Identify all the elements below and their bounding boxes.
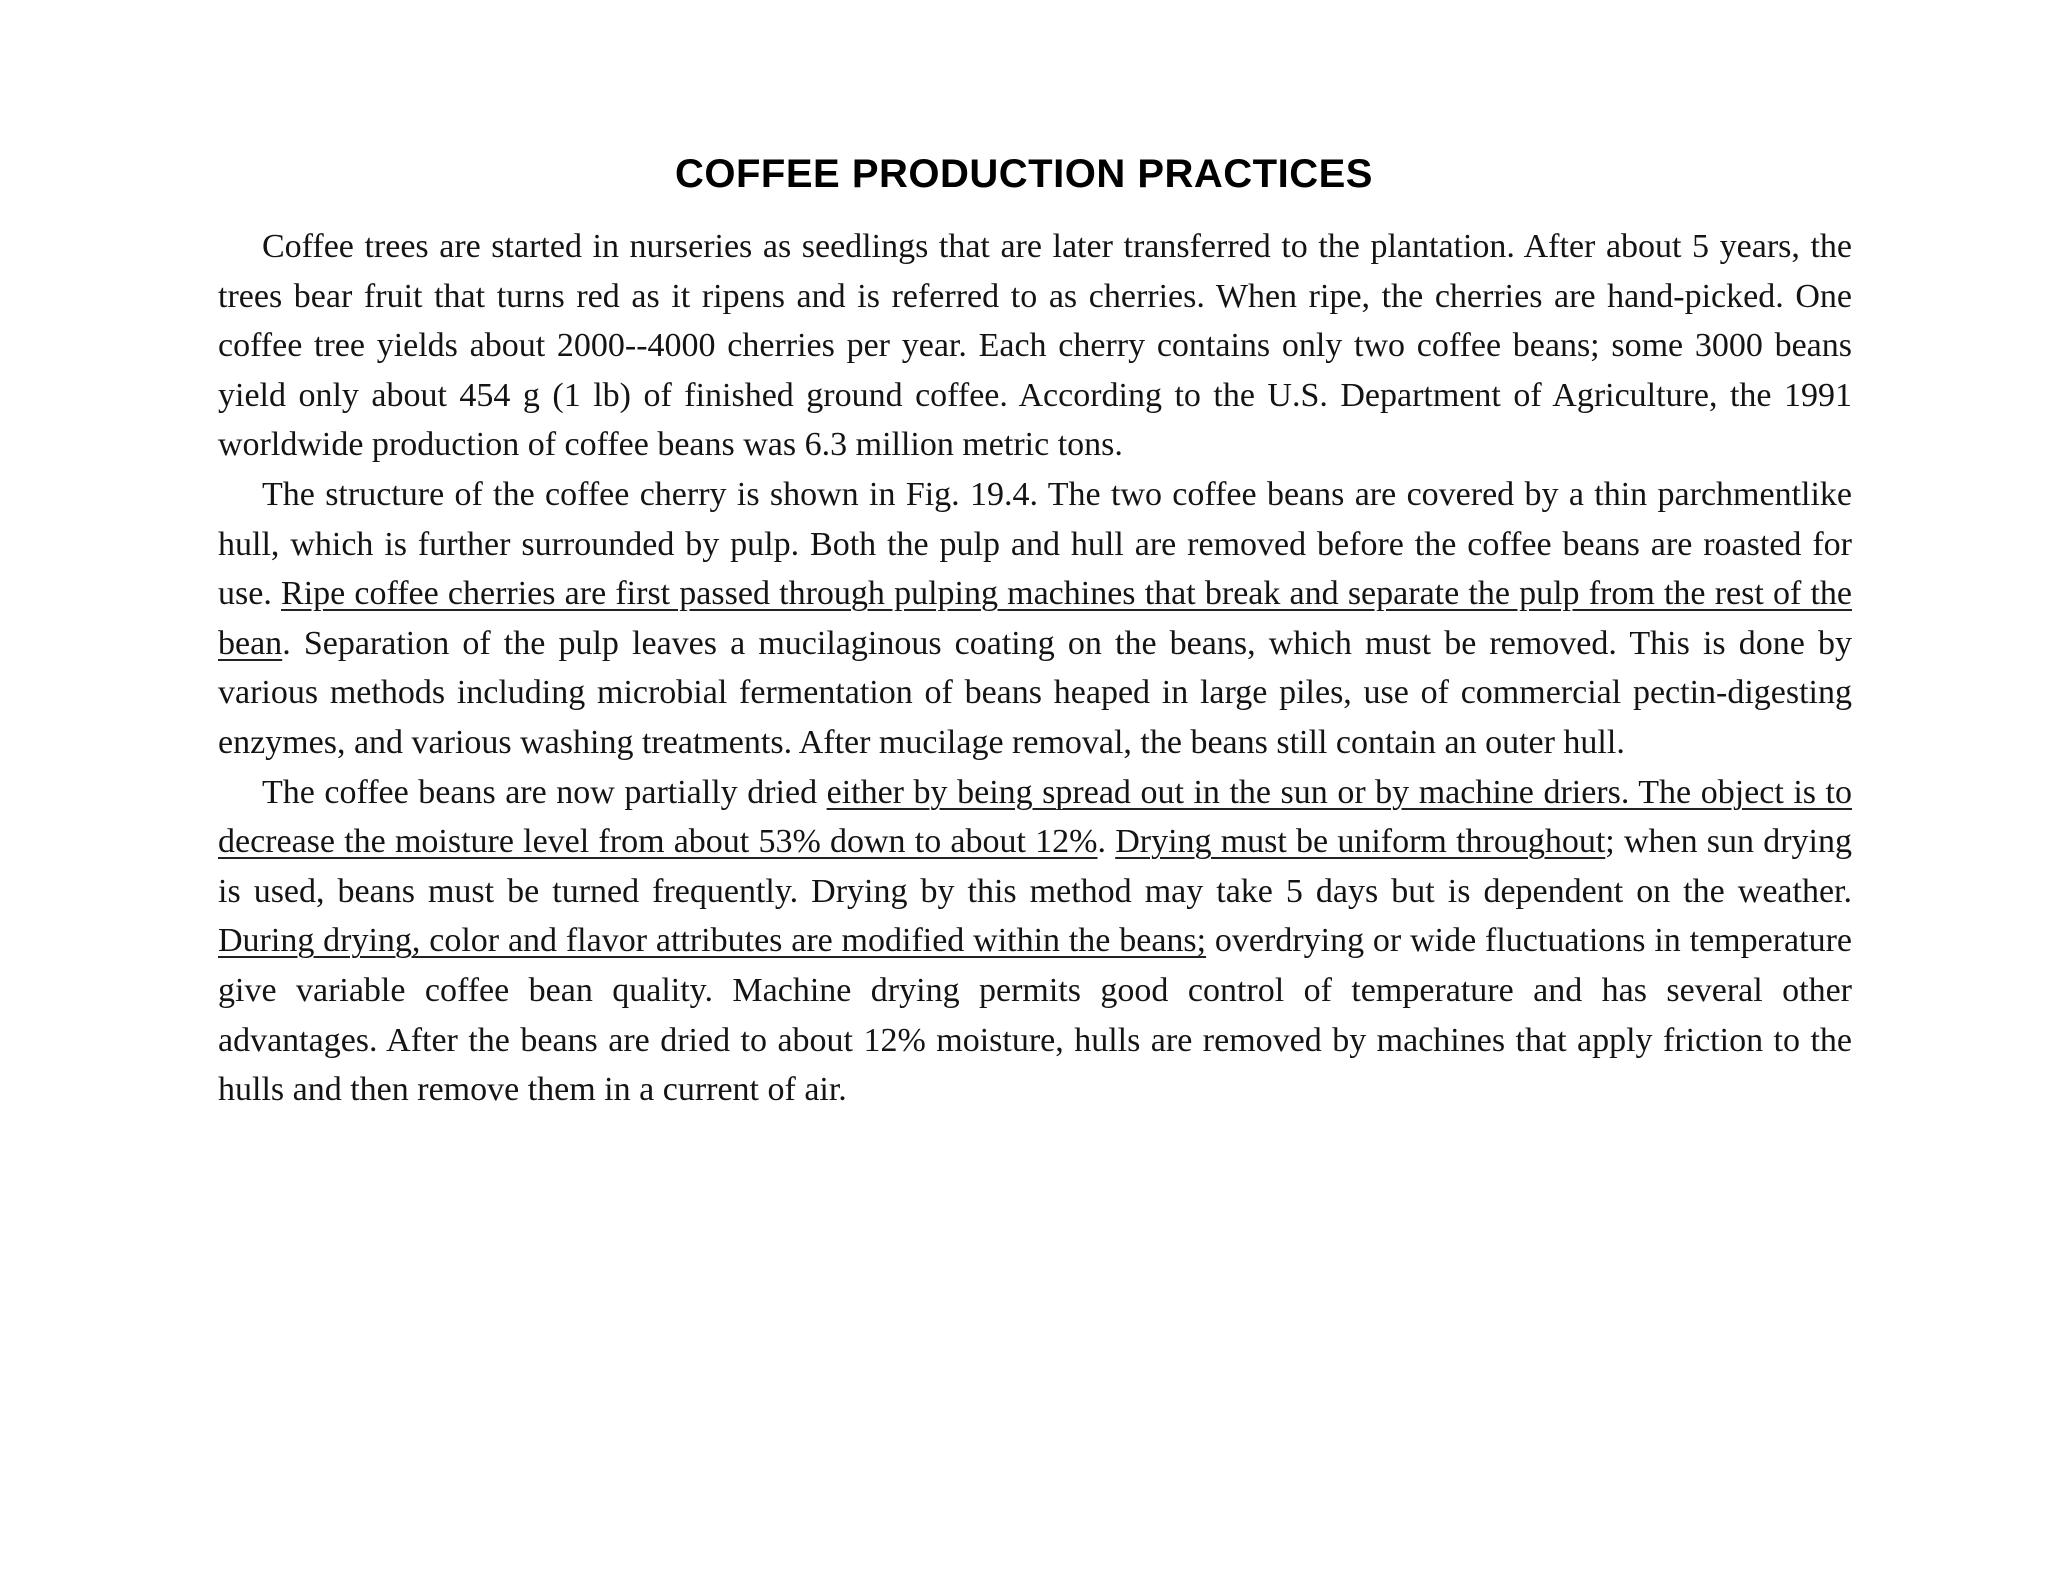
document-title: COFFEE PRODUCTION PRACTICES bbox=[675, 152, 1373, 196]
text-segment: . Separation of the pulp leaves a mucilaginous coating on the beans, which must be removed. This is done by various methods including microbial fermentation of beans heaped in large piles, use of commercial pectin-digesting enzymes, and various washing treatments. After mucilage removal, the beans still contain an outer hull. bbox=[218, 624, 1852, 761]
underlined-text: Drying must be uniform throughout bbox=[1115, 823, 1606, 861]
text-segment: overdrying or wide fluctuations in temperature give variable coffee bean quality. Machine drying permits good control of temperature and has several other advantages. After the beans are dried to about 12% moisture, hulls are removed by machines that apply friction to the hulls and then remove them in a current of air. bbox=[218, 922, 1852, 1109]
text-segment: Coffee trees are started in nurseries as seedlings that are later transferred to the plantation. After about 5 years, the trees bear fruit that turns red as it ripens and is referred to as cherries. When ripe, the cherries are hand-picked. One coffee tree yields about 2000--4000 cherries per year. Each cherry contains only two coffee beans; some 3000 beans yield only about 454 g (1 lb) of finished ground coffee. According to the U.S. Department of Agriculture, the 1991 worldwide production of coffee beans was 6.3 million metric tons. bbox=[218, 228, 1852, 464]
paragraph-2 bbox=[218, 470, 1852, 768]
underlined-text: either by being spread out in the sun or by machine driers. The object is to decrease the moisture level from about 53% down to about 12% bbox=[218, 773, 1852, 861]
text-segment: The structure of the coffee cherry is shown in Fig. 19.4. The two coffee beans are covered by a thin parchmentlike hull, which is further surrounded by pulp. Both the pulp and hull are removed before the coffee beans are roasted for use. bbox=[218, 475, 1852, 613]
paragraph-1 bbox=[218, 222, 1852, 470]
text-segment: The coffee beans are now partially dried bbox=[262, 773, 827, 811]
document-body bbox=[218, 222, 1852, 1115]
text-segment: . bbox=[1097, 823, 1116, 861]
text-segment: ; when sun drying is used, beans must be turned frequently. Drying by this method may take 5 days but is dependent on the weather. bbox=[218, 823, 1853, 910]
paragraph-3 bbox=[218, 768, 1852, 1115]
underlined-text: Ripe coffee cherries are first passed through pulping machines that break and separate the pulp from the rest of the bean bbox=[218, 575, 1853, 662]
underlined-text: During drying, color and flavor attributes are modified within the beans; bbox=[218, 922, 1207, 960]
